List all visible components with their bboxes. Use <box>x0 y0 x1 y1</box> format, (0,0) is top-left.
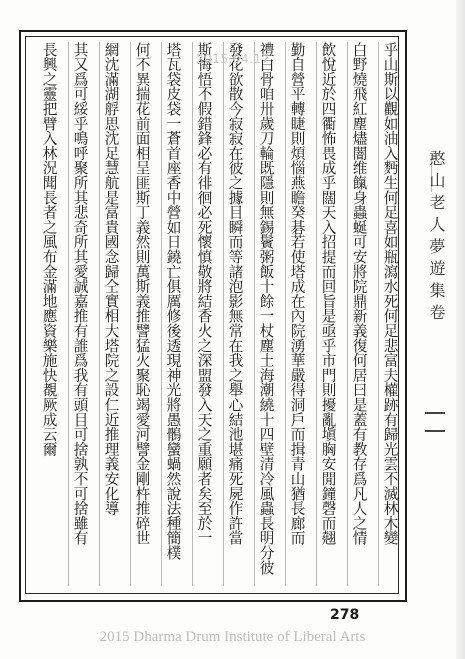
column-rule <box>192 42 193 586</box>
column-rule <box>68 42 69 586</box>
fishtail-mark <box>425 412 445 432</box>
page-edge <box>456 0 465 659</box>
margin-book-title: 憨山老人夢遊集卷 <box>427 150 446 326</box>
text-column-3: 飲悅近於四衢怖畏成乎闊天入招提而回旨是亟乎市門則擾亂塡胸安閒鐘磬而翹 <box>319 42 337 546</box>
column-rule <box>99 42 100 586</box>
column-rule <box>161 42 162 586</box>
text-column-6: 發花欲散今寂寂在彼之據目瞬而等諸泡影無常在我之舉心結池堪痛死屍作許當 <box>226 42 244 546</box>
text-column-7: 斯悔悟不假錯鋒必有徘徊必死懷慎敬將結香火之深盟發入天之重願者矣至於一 <box>195 42 213 546</box>
copyright-watermark: 2015 Dharma Drum Institute of Liberal Arts <box>99 629 366 645</box>
date-watermark: 2015.04.17 <box>196 52 270 66</box>
text-column-5: 禮白骨咱卅歲刀輪既隱則無錫鬢粥飯十餘一杖塵土海潮繞十四壁清冷風蟲長明分彼 <box>257 42 275 575</box>
text-column-8: 塔瓦袋皮袋一蒼首座香中營如日鐃亡俱厲修後透現神光將愚鶻蠻蝸然說法種簡樸 <box>164 42 182 560</box>
text-column-12: 長興之靈把臂入林況聞長者之風布金滿地應資樂施快覩厥成云爾 <box>40 42 58 457</box>
text-column-1: 乎山斯以觀如油入麪生何足喜如瓶瀉水死何足悲富夫權跡有歸光雲不滅林木變 <box>381 42 399 546</box>
text-column-10: 網沈滿湖艀思沈足慧航是富貴國念歸仝實相大塔院之設仁近推理義安化導 <box>102 42 120 516</box>
column-rule <box>347 42 348 586</box>
column-rule <box>378 42 379 586</box>
column-rule <box>285 42 286 586</box>
column-rule <box>223 42 224 586</box>
text-column-11: 其又爲可綏乎鳴呼聚所其悲奇所其愛誠嘉推有誰爲我有頭目可捨孰不可捨雖有 <box>71 42 89 546</box>
text-column-9: 何不異揣花前面相呈匪斯丁義然則萬斯義推譬猛火聚恥竭愛河譬金剛杵推碎世 <box>133 42 151 546</box>
column-rule <box>254 42 255 586</box>
column-rule <box>130 42 131 586</box>
text-column-4: 勤自營平轉睫則煩惱燕瞻癸碁若使塔成在內院湧華嚴得洞戶而揖青山猶長廊而 <box>288 42 306 546</box>
column-rule <box>316 42 317 586</box>
page-number: 278 <box>330 607 360 623</box>
text-column-2: 白野燒飛紅塵燼闇维餼身蟲蜒可安將院鼎新義復何居曰是蓋有教存爲凡人之情 <box>350 42 368 546</box>
